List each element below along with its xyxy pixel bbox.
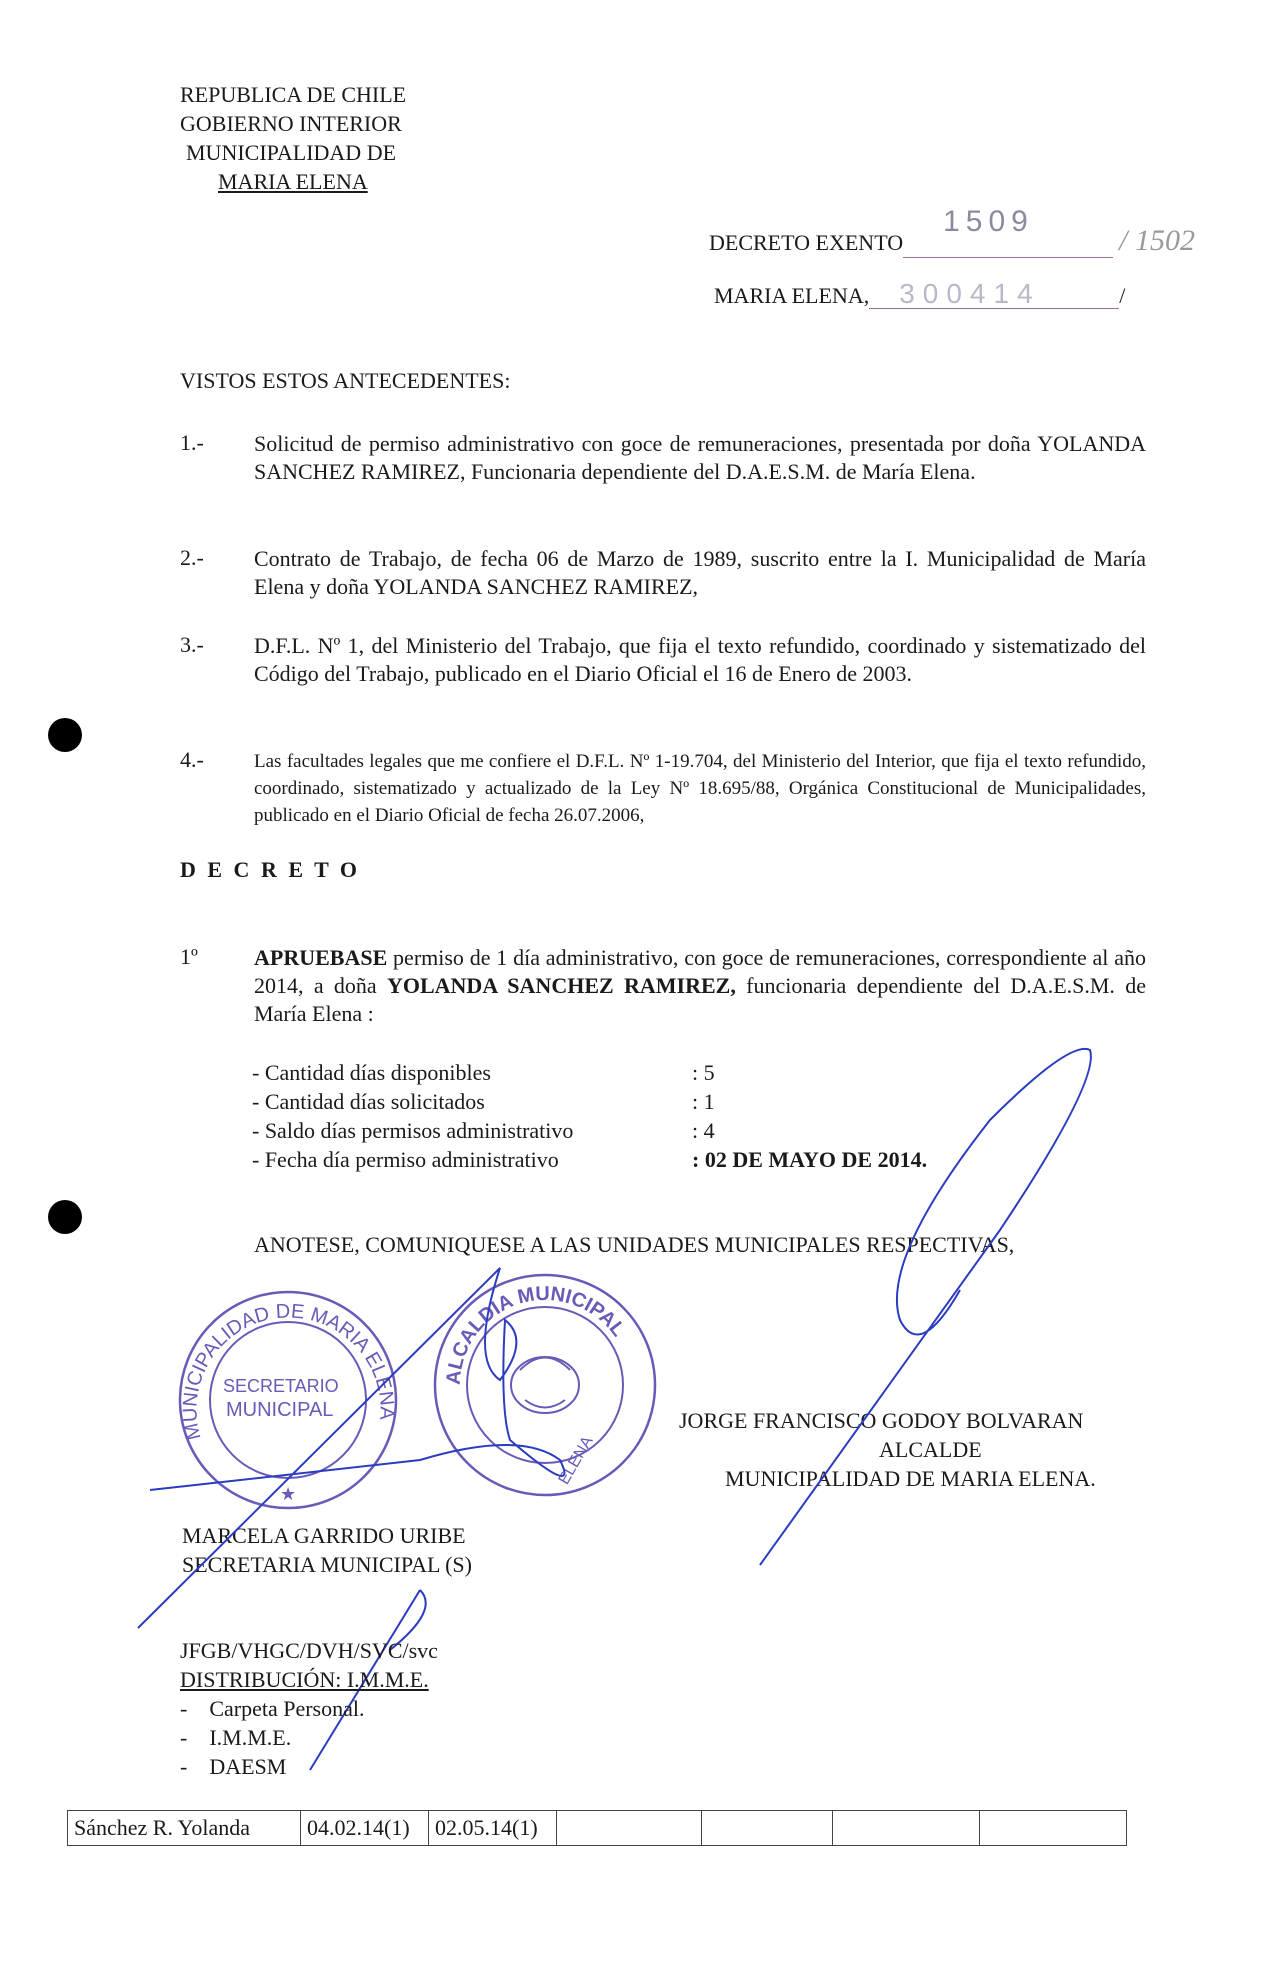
vistos-title: VISTOS ESTOS ANTECEDENTES: (180, 368, 511, 393)
coat-of-arms-icon (511, 1357, 579, 1413)
stamp-text: MUNICIPAL (226, 1399, 334, 1421)
decreto-stamped-number: 1509 (943, 205, 1034, 238)
letterhead-line: REPUBLICA DE CHILE (180, 82, 407, 107)
alcaldia-stamp (430, 1270, 660, 1500)
letterhead-line: MARIA ELENA (218, 169, 368, 194)
details-list (252, 1058, 927, 1174)
punch-hole (48, 718, 82, 752)
alcalde-name: JORGE FRANCISCO GODOY BOLVARAN (679, 1408, 1084, 1433)
alcalde-entity: MUNICIPALIDAD DE MARIA ELENA. (725, 1466, 1096, 1491)
stamp-text: ALCALDIA MUNICIPAL (442, 1282, 630, 1386)
letterhead-line: GOBIERNO INTERIOR (180, 111, 402, 136)
letterhead-line: MUNICIPALIDAD DE (186, 140, 397, 165)
secretaria-stamp (176, 1288, 401, 1513)
permission-record-table (67, 1810, 1127, 1846)
resolution-text (254, 944, 1146, 1028)
letterhead (180, 80, 406, 196)
place-label: MARIA ELENA, (714, 283, 870, 308)
detail-label: - Saldo días permisos administrativo (252, 1118, 574, 1143)
star-icon: ★ (280, 1484, 297, 1504)
distribution-item-label: DAESM (209, 1754, 287, 1779)
table-cell: Sánchez R. Yolanda (68, 1811, 301, 1846)
resolution-text-part: funcionaria dependiente del D.A.E.S.M. de María Elena : (254, 973, 1147, 1026)
item-text: D.F.L. Nº 1, del Ministerio del Trabajo, que fija el texto refundido, coordinado y sistematizado del Código del Trabajo, publicado en el Diario Oficial el 16 de Enero de 2003. (254, 633, 1146, 686)
punch-hole (48, 1200, 82, 1234)
employee-name: YOLANDA SANCHEZ RAMIREZ, (386, 973, 736, 998)
distribution-item: - I.M.M.E. (180, 1725, 292, 1750)
resolution-verb: APRUEBASE (254, 945, 388, 970)
initials: JFGB/VHGC/DVH/SVC/svc (180, 1638, 438, 1663)
item-number: 4.- (180, 747, 204, 772)
detail-row (252, 1145, 927, 1174)
svg-text:ALCALDIA MUNICIPAL (443, 1283, 630, 1386)
decreto-number (709, 205, 1195, 258)
detail-value: : 4 (692, 1118, 715, 1143)
detail-row (252, 1087, 927, 1116)
item-text: Solicitud de permiso administrativo con goce de remuneraciones, presentada por doña YOLANDA SANCHEZ RAMIREZ, Funcionaria dependiente del D.A.E.S.M. de María Elena. (254, 431, 1146, 484)
detail-row (252, 1116, 927, 1145)
table-cell (833, 1811, 980, 1846)
distribution-item: - DAESM (180, 1754, 287, 1779)
table-cell (702, 1811, 833, 1846)
table-cell (980, 1811, 1127, 1846)
decreto-date: MARIA ELENA, 300414 / (714, 278, 1126, 309)
item-number: 1.- (180, 430, 204, 455)
detail-value: : 1 (692, 1089, 715, 1114)
detail-value: : 5 (692, 1060, 715, 1085)
item-text: Contrato de Trabajo, de fecha 06 de Marzo de 1989, suscrito entre la I. Municipalidad de María Elena y doña YOLANDA SANCHEZ RAMIREZ, (254, 546, 1146, 599)
detail-label: - Cantidad días solicitados (252, 1089, 485, 1114)
item-number: 2.- (180, 545, 204, 570)
secretaria-name: MARCELA GARRIDO URIBE (182, 1523, 466, 1548)
secretaria-signature-block (182, 1521, 472, 1579)
detail-label: - Fecha día permiso administrativo (252, 1147, 559, 1172)
item-number: 3.- (180, 632, 204, 657)
table-cell (557, 1811, 702, 1846)
table-cell: 04.02.14(1) (301, 1811, 429, 1846)
item-text: Las facultades legales que me confiere el D.F.L. Nº 1-19.704, del Ministerio del Interior, que fija el texto refundido, coordinado, sistematizado y actualizado de la Ley Nº 18.695/88, Orgánica Constitucional de Municipalidades, publicado en el Diario Oficial de fecha 26.07.2006, (254, 751, 1146, 826)
detail-label: - Cantidad días disponibles (252, 1060, 491, 1085)
stamp-text: ELENA (555, 1433, 597, 1488)
stamp-text: MUNICIPALIDAD DE MARIA ELENA (179, 1300, 398, 1443)
distribution-item-label: I.M.M.E. (209, 1725, 292, 1750)
handwritten-number: / 1502 (1119, 224, 1195, 257)
distribution-item: - Carpeta Personal. (180, 1696, 365, 1721)
decreto-title: D E C R E T O (180, 857, 361, 882)
table-cell: 02.05.14(1) (429, 1811, 557, 1846)
detail-value: : 02 DE MAYO DE 2014. (692, 1147, 928, 1172)
alcalde-signature-block (679, 1406, 1096, 1493)
resolution-text-part: permiso de 1 día administrativo, con goce de remuneraciones, correspondiente al año 2014, a doña (254, 945, 1146, 998)
distribution-title: DISTRIBUCIÓN: I.M.M.E. (180, 1667, 429, 1692)
decreto-label: DECRETO EXENTO (709, 230, 904, 255)
distribution-block (180, 1636, 438, 1781)
table-row (68, 1811, 1127, 1846)
stamped-date: 300414 (899, 278, 1041, 309)
resolution-number: 1º (180, 944, 198, 969)
closing-text: ANOTESE, COMUNIQUESE A LAS UNIDADES MUNICIPALES RESPECTIVAS, (254, 1232, 1015, 1257)
stamp-text: SECRETARIO (223, 1376, 339, 1396)
secretaria-title: SECRETARIA MUNICIPAL (S) (182, 1552, 472, 1577)
alcalde-title: ALCALDE (879, 1437, 982, 1462)
detail-row (252, 1058, 927, 1087)
distribution-item-label: Carpeta Personal. (209, 1696, 365, 1721)
